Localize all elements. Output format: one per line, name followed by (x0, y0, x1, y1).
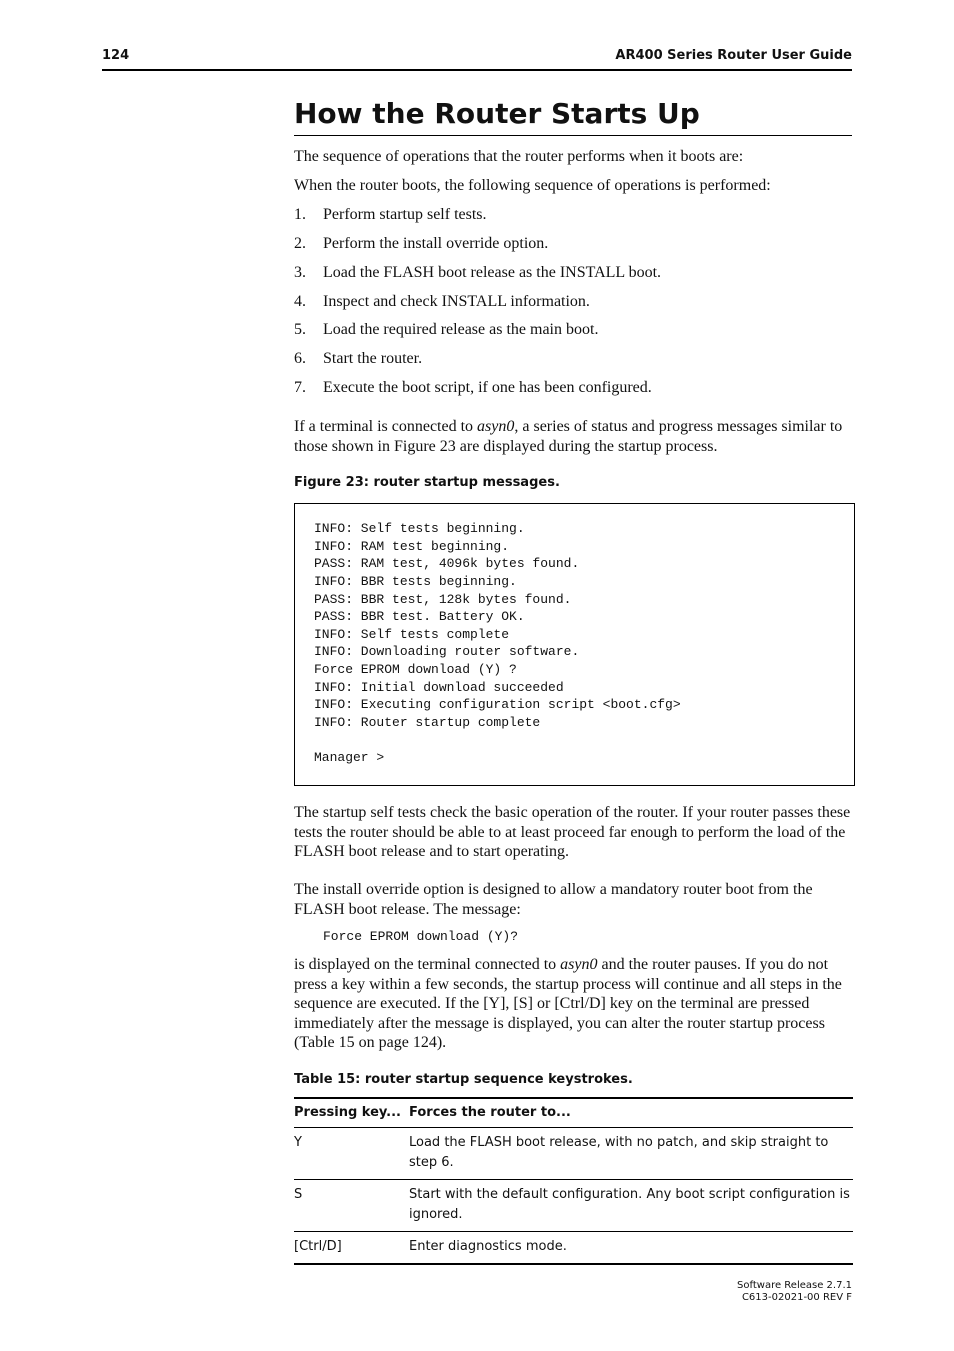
section-title: How the Router Starts Up (294, 94, 852, 136)
console-line: INFO: Self tests complete (314, 626, 510, 642)
console-line: Force EPROM download (Y) ? (314, 662, 517, 677)
text-run: is displayed on the terminal connected to (294, 956, 561, 973)
console-line: INFO: Router startup complete (314, 715, 541, 730)
keystroke-table (294, 1097, 853, 1265)
list-number: 2. (294, 235, 306, 252)
page-number: 124 (102, 48, 130, 63)
table-cell-action: Enter diagnostics mode. (409, 1232, 853, 1265)
list-number: 3. (294, 264, 306, 281)
console-line: PASS: BBR test. Battery OK. (314, 609, 525, 624)
console-line: INFO: BBR tests beginning. (314, 574, 517, 589)
console-line: PASS: RAM test, 4096k bytes found. (314, 556, 580, 571)
override-message: Force EPROM download (Y)? (323, 929, 519, 944)
port-name: asyn0 (560, 956, 598, 973)
list-number: 6. (294, 350, 306, 367)
console-line: INFO: Downloading router software. (314, 644, 580, 659)
table-cell-key: Y (294, 1128, 409, 1180)
list-number: 7. (294, 379, 306, 396)
page-header (102, 48, 852, 71)
port-name: asyn0 (477, 418, 515, 435)
list-number: 4. (294, 293, 306, 310)
console-line: INFO: Initial download succeeded (314, 679, 564, 695)
list-text: Load the FLASH boot release as the INSTALL boot. (323, 264, 662, 281)
document-id: C613-02021-00 REV F (741, 1292, 852, 1303)
list-text: Perform the install override option. (323, 235, 549, 252)
console-line: INFO: Self tests beginning. (314, 521, 525, 536)
intro-paragraph-1: The sequence of operations that the router performs when it boots are: (294, 148, 744, 165)
console-output-box (294, 503, 855, 786)
text-run: and the router pauses. If you do not press a key within a few seconds, the startup process will continue and all steps in the sequence are executed. If the [Y], [S] or [Ctrl/D] key on the terminal are pressed immediately after the message is displayed, you can alter the router startup process (Table 15 on page 124). (294, 956, 842, 1051)
list-text: Load the required release as the main boot. (323, 321, 599, 338)
terminal-paragraph (294, 417, 854, 456)
console-line: INFO: RAM test beginning. (314, 538, 510, 554)
list-text: Perform startup self tests. (323, 206, 487, 223)
text-run: If a terminal is connected to (294, 418, 478, 435)
selftest-paragraph: The startup self tests check the basic operation of the router. If your router passes these tests the router should be able to at least proceed far enough to perform the load of the FLASH boot release and to start operating. (294, 804, 851, 860)
intro-paragraph-2: When the router boots, the following sequence of operations is performed: (294, 177, 771, 194)
page-footer (737, 1280, 852, 1304)
override-paragraph: The install override option is designed to allow a mandatory router boot from the FLASH boot release. The message: (294, 881, 813, 918)
console-prompt: Manager > (314, 750, 385, 765)
console-line: PASS: BBR test, 128k bytes found. (314, 591, 572, 607)
display-paragraph (294, 955, 854, 1053)
console-line: INFO: Executing configuration script <boot.cfg> (314, 697, 681, 712)
table-cell-action: Load the FLASH boot release, with no patch, and skip straight to step 6. (409, 1128, 853, 1180)
table-cell-action: Start with the default configuration. Any boot script configuration is ignored. (409, 1180, 853, 1232)
document-title: AR400 Series Router User Guide (615, 48, 852, 63)
column-header: Forces the router to... (409, 1098, 853, 1128)
table-caption: Table 15: router startup sequence keystrokes. (294, 1072, 633, 1087)
table-row (294, 1180, 853, 1232)
software-release: Software Release 2.7.1 (737, 1280, 852, 1291)
text-run: , a series of status and progress messages similar to those shown in Figure 23 are displayed during the startup process. (294, 418, 843, 455)
column-header: Pressing key... (294, 1098, 409, 1128)
figure-caption: Figure 23: router startup messages. (294, 475, 560, 490)
list-text: Inspect and check INSTALL information. (323, 293, 590, 310)
list-text: Execute the boot script, if one has been configured. (323, 379, 652, 396)
list-text: Start the router. (323, 350, 423, 367)
table-row (294, 1128, 853, 1180)
list-number: 1. (294, 206, 306, 223)
table-row (294, 1232, 853, 1265)
list-number: 5. (294, 321, 306, 338)
table-cell-key: S (294, 1180, 409, 1232)
table-header-row (294, 1098, 853, 1128)
table-cell-key: [Ctrl/D] (294, 1232, 409, 1265)
